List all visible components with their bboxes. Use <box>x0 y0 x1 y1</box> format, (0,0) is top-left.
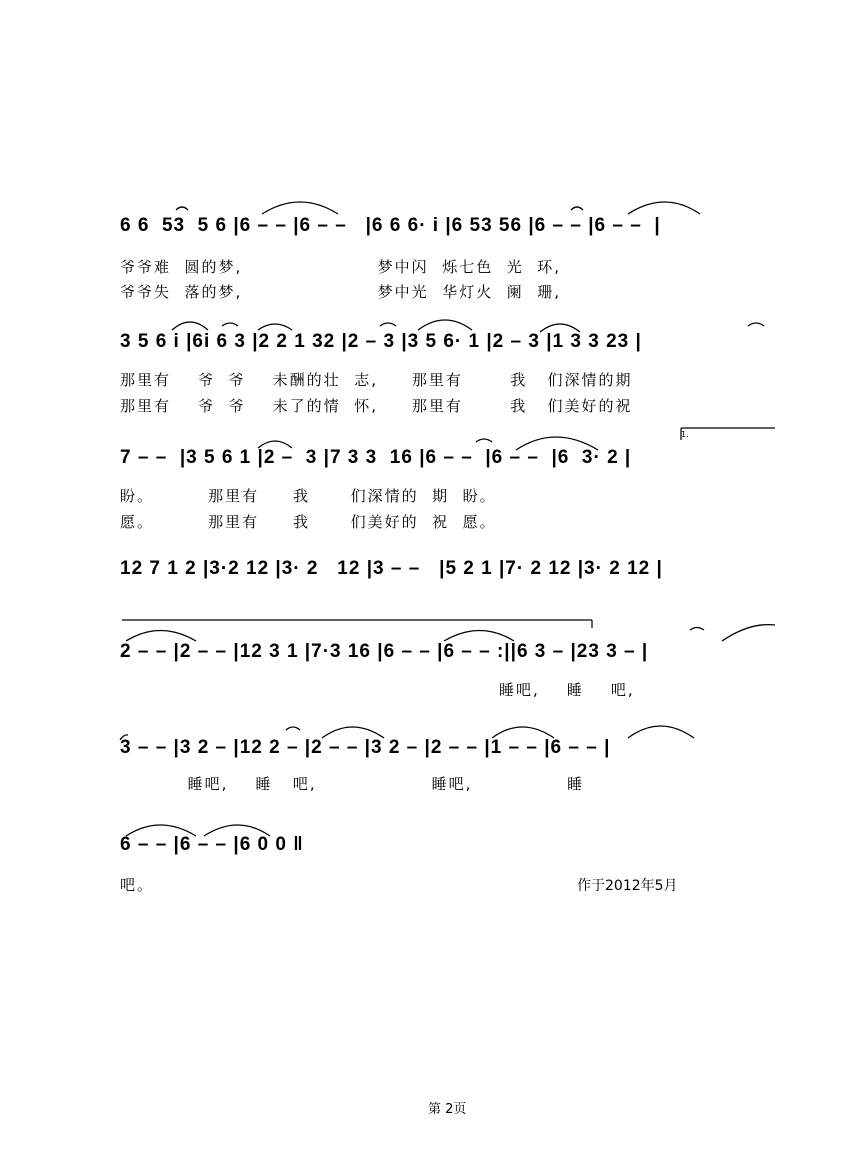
page-number: 第 2页 <box>428 1102 467 1117</box>
lyric-row-1-verse-2: 爷爷失 落的梦, 梦中光 华灯火 阑 珊, <box>120 283 562 301</box>
notation-row-7: 6 – – |6 – – |6 0 0 ‖ <box>120 834 304 855</box>
composed-note: 作于2012年5月 <box>577 878 678 894</box>
notation-row-5: 2 – – |2 – – |12 3 1 |7·3 16 |6 – – |6 – – :||6 3 – |23 3 – | <box>120 641 649 662</box>
volta-label: 1. <box>681 430 689 439</box>
lyric-row-2-verse-2: 那里有 爷 爷 未了的情 怀, 那里有 我 们美好的祝 <box>120 397 633 415</box>
lyric-row-3-verse-2: 愿。 那里有 我 们美好的 祝 愿。 <box>120 513 497 531</box>
notation-row-3: 7 – – |3 5 6 1 |2 – 3 |7 3 3 16 |6 – – |6 – – |6 3· 2 | <box>120 447 632 468</box>
notation-row-6: 3 – – |3 2 – |12 2 – |2 – – |3 2 – |2 – – |1 – – |6 – – | <box>120 737 611 758</box>
notation-row-1: 6 6 53 5 6 |6 – – |6 – – |6 6 6· i |6 53 56 |6 – – |6 – – | <box>120 215 661 236</box>
lyric-row-5: 睡吧, 睡 吧, <box>120 681 635 699</box>
notation-row-2: 3 5 6 i |6i 6 3 |2 2 1 32 |2 – 3 |3 5 6· 1 |2 – 3 |1 3 3 23 | <box>120 331 642 352</box>
lyric-row-2-verse-1: 那里有 爷 爷 未酬的壮 志, 那里有 我 们深情的期 <box>120 371 633 389</box>
notation-row-4: 12 7 1 2 |3·2 12 |3· 2 12 |3 – – |5 2 1 |7· 2 12 |3· 2 12 | <box>120 558 663 579</box>
lyric-row-1-verse-1: 爷爷难 圆的梦, 梦中闪 烁七色 光 环, <box>120 258 562 276</box>
lyric-row-3-verse-1: 盼。 那里有 我 们深情的 期 盼。 <box>120 487 497 505</box>
lyric-row-7: 吧。 <box>120 876 155 894</box>
lyric-row-6: 睡吧, 睡 吧, 睡吧, 睡 <box>120 775 585 793</box>
